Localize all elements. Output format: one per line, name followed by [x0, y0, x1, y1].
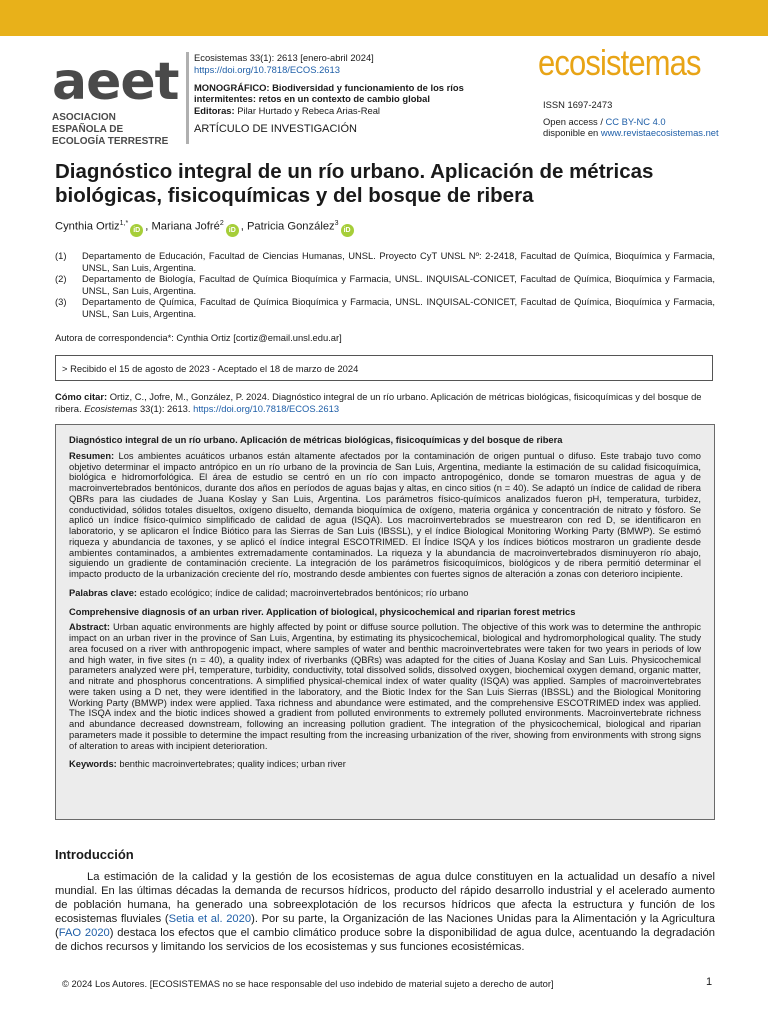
- how-to-cite: [55, 391, 715, 414]
- open-access: [543, 117, 719, 138]
- resumen-label: Resumen:: [69, 450, 115, 461]
- author-name: Cynthia Ortiz: [55, 220, 120, 233]
- orcid-icon[interactable]: iD: [130, 224, 143, 237]
- cite-doi-link[interactable]: https://doi.org/10.7818/ECOS.2613: [193, 402, 340, 414]
- author-sup: 2: [219, 220, 224, 227]
- abstract-title-en: Comprehensive diagnosis of an urban river. Application of biological, physicochemical and riparian forest metrics: [69, 606, 576, 617]
- affiliation: [55, 250, 715, 273]
- dates-box: > Recibido el 15 de agosto de 2023 - Aceptado el 18 de marzo de 2024: [55, 355, 713, 381]
- abstract-label: Abstract:: [69, 622, 111, 633]
- author-list: Cynthia Ortiz$^{1,*}$iD , Mariana Jofré$^2$iD , Patricia González$^3$iD: [55, 220, 356, 237]
- logo-subtitle: ASOCIACION ESPAÑOLA DE ECOLOGÍA TERRESTRE: [52, 112, 169, 147]
- footer-copyright: © 2024 Los Autores. [ECOSISTEMAS no se hace responsable del uso indebido de material sujeto a derecho de autor]: [62, 978, 554, 989]
- affiliation-text: Departamento de Biología, Facultad de Química Bioquímica y Farmacia, UNSL. INQUISAL-CONICET, Facultad de Química, Bioquímica y Farmacia, UNSL, San Luis, Argentina.: [82, 273, 715, 296]
- reference-link[interactable]: FAO 2020: [58, 926, 110, 939]
- abstract-en: [69, 622, 701, 751]
- citation-line: Ecosistemas 33(1): 2613 [enero-abril 2024]: [194, 52, 374, 63]
- intro-heading: Introducción: [55, 847, 134, 862]
- monografico-label: MONOGRÁFICO:: [194, 81, 270, 93]
- abstract-title-es: Diagnóstico integral de un río urbano. Aplicación de métricas biológicas, fisicoquímicas y del bosque de ribera: [69, 435, 563, 445]
- affiliation-text: Departamento de Educación, Facultad de Ciencias Humanas, UNSL. Proyecto CyT UNSL Nº: 2-2418, Facultad de Química, Bioquímica y Farmacia, UNSL, San Luis, Argentina.: [82, 250, 715, 273]
- website-link[interactable]: www.revistaecosistemas.net: [600, 126, 719, 138]
- keywords: [69, 759, 701, 770]
- logo-wordmark: aeet: [52, 52, 179, 112]
- disponible-label: disponible en: [543, 126, 601, 138]
- author-name: Patricia González: [246, 220, 335, 233]
- cite-journal: Ecosistemas: [84, 402, 138, 414]
- reference-link[interactable]: Setia et al. 2020: [168, 912, 252, 925]
- abstract-text: Urban aquatic environments are highly affected by point or diffuse source pollution. The objective of this work was to determine the anthropic impact on an urban river in the province of San Luis, Argentina, by estimating its physicochemical, biological and hydromorphological quality. The study area focused on a river with anthropogenic impact, where samples of water and benthic macroinvertebrates were taken for two years in periods of low and high water, in five sites (n = 40), a quality index of riverbanks (QBRs) was adapted for the cities of Juana Koslay and San Luis. Physicochemical parameters analyzed were pH, temperature, turbidity, conductivity, total dissolved solids, dissolved oxygen, biochemical oxygen demand, organic matter, and nitrate and phosphorus concentrations. A simplified physical-chemical index of water quality (ISQA) was applied. Samples of macroinvertebrates were taken using a D net, they were identified in the laboratory, and the Biotic Index for the San Luis Sierras (IBSSL) and the Biological Monitoring Working Party (BMWP) index were applied. Taxa richness and abundance were estimated, and the comprehensive ESCOTRIMED index was applied. The ISQA index and the biotic indices showed a gradient from polluted environments to extremely polluted environments. Macroinvertebrate richness and abundance decreased downstream, following an increasing pollution gradient. The integration of the physicochemical, biological and riparian parameters made it possible to determine the impact resulting from the increasing urbanization of the river, showing from environments with strong signs of alteration to areas with incipient deterioration.: [69, 622, 701, 751]
- palabras-clave: [69, 588, 701, 599]
- intro-text-2: ). Por su parte, la Organización de las Naciones Unidas para la Alimentación y la Agricultura (: [55, 912, 715, 939]
- article-title: Diagnóstico integral de un río urbano. Aplicación de métricas biológicas, fisicoquímicas y del bosque de ribera: [55, 160, 654, 207]
- affiliation-number: (2): [55, 273, 67, 284]
- editoras: [194, 105, 524, 117]
- article-type: ARTÍCULO DE INVESTIGACIÓN: [194, 122, 357, 135]
- affiliation-number: (3): [55, 296, 67, 307]
- author-sup: 3: [334, 220, 339, 227]
- cite-issue: 33(1): 2613.: [137, 402, 194, 414]
- header-doi-link[interactable]: https://doi.org/10.7818/ECOS.2613: [194, 63, 340, 75]
- monografico: [194, 82, 524, 106]
- intro-text-1: La estimación de la calidad y la gestión de los ecosistemas de agua dulce constituyen en la actualidad un desafío a nivel mundial. En las últimas décadas la demanda de recursos hídricos, producto del rápido desarrollo industrial y el acelerado aumento de población humana, ha generado una sobreexplotación de los recursos hídricos que afecta la estructura y función de los ecosistemas fluviales (: [55, 871, 715, 925]
- palabras-text: estado ecológico; índice de calidad; macroinvertebrados bentónicos; río urbano: [137, 587, 469, 598]
- editoras-names: Pilar Hurtado y Rebeca Arias-Real: [234, 105, 381, 117]
- page-number: 1: [706, 976, 713, 988]
- correspondence: Autora de correspondencia*: Cynthia Ortiz [cortiz@email.unsl.edu.ar]: [55, 332, 342, 343]
- license-link[interactable]: CC BY-NC 4.0: [605, 116, 666, 127]
- top-color-bar: [0, 0, 768, 36]
- affiliation-number: (1): [55, 250, 67, 261]
- abstract-box: [55, 424, 715, 820]
- keywords-label: Keywords:: [69, 759, 117, 770]
- issn: ISSN 1697-2473: [543, 99, 613, 110]
- author-sup: 1,*: [119, 220, 129, 227]
- author-name: Mariana Jofré: [151, 220, 220, 233]
- keywords-text: benthic macroinvertebrates; quality indices; urban river: [116, 759, 346, 770]
- cite-text: Ortiz, C., Jofre, M., González, P. 2024. Diagnóstico integral de un río urbano. Aplicación de métricas biológicas, fisicoquímicas y del bosque de ribera.: [55, 391, 702, 414]
- intro-text-3: ) destaca los efectos que el cambio climático produce sobre la disponibilidad de agua dulce, acentuando la degradación de dichos recursos y limitando los servicios de los ecosistemas y sus funciones ecosistémicas.: [55, 926, 715, 953]
- resumen-text: Los ambientes acuáticos urbanos están altamente afectados por la contaminación de origen puntual o difuso. Este trabajo tuvo como objetivo determinar el impacto antrópico en un río urbano de la provincia de San Luis, Argentina, mediante la estimación de su calidad fisicoquímica, biológica e hidromorfológica. El área de estudio se centró en un río con impacto antropogénico, donde se tomaron muestras de agua y de macroinvertebrados bentónicos, durante dos años en períodos de aguas bajas y altas, en cinco sitios (n = 40). Se adaptó un índice de calidad de ribera QBRs para las ciudades de Juana Koslay y San Luis, Argentina. Los parámetros físico-químicos analizados fueron pH, temperatura, turbidez, conductividad, sólidos totales disueltos, oxígeno disuelto, demanda bioquímica de oxígeno, materia orgánica y concentración de nitrato y fósforo. Se aplicó un índice físico-químico simplificado de calidad de agua (ISQA). Los macroinvertebrados se muestrearon con red D, se identificaron en laboratorio, y se aplicaron el Índice Biótico para las Sierras de San Luis (IBSSL), y el índice Biological Monitoring Working Party (BMWP). Se estimó riqueza y abundancia de taxones, y se aplicó el índice integral ESCOTRIMED. El Índice ISQA y los índices bióticos mostraron un gradiente desde ambientes contaminados, a ambientes extremadamente contaminados. La riqueza y la abundancia de macroinvertebrados disminuyeron río abajo, siguiendo un gradiente de contaminación creciente. La integración de los parámetros fisicoquímicos, biológicos y de ribera permitió determinar el impacto producto de la urbanización creciente del río, mostrando desde ambientes con fuertes signos de alteración a zonas con deterioro incipiente.: [69, 450, 701, 579]
- aeet-logo: [52, 52, 179, 148]
- resumen: [69, 451, 701, 580]
- affiliation: [55, 296, 715, 319]
- journal-header: [194, 52, 524, 136]
- affiliation-text: Departamento de Química, Facultad de Química Bioquímica y Farmacia, UNSL. INQUISAL-CONICET, Facultad de Química, Bioquímica y Farmacia, UNSL, San Luis, Argentina.: [82, 296, 715, 319]
- palabras-label: Palabras clave:: [69, 587, 138, 598]
- ecosistemas-brand: ecosistemas: [538, 42, 701, 83]
- cite-label: Cómo citar:: [55, 391, 108, 402]
- orcid-icon[interactable]: iD: [226, 224, 239, 237]
- header-divider: [186, 52, 189, 144]
- affiliation: [55, 273, 715, 296]
- open-access-label: Open access /: [543, 116, 606, 127]
- editoras-label: Editoras:: [194, 105, 235, 117]
- monografico-title: Biodiversidad y funcionamiento de los ríos intermitentes: retos en un contexto de cambio global: [194, 81, 464, 105]
- intro-paragraph: [55, 871, 715, 954]
- orcid-icon[interactable]: iD: [341, 224, 354, 237]
